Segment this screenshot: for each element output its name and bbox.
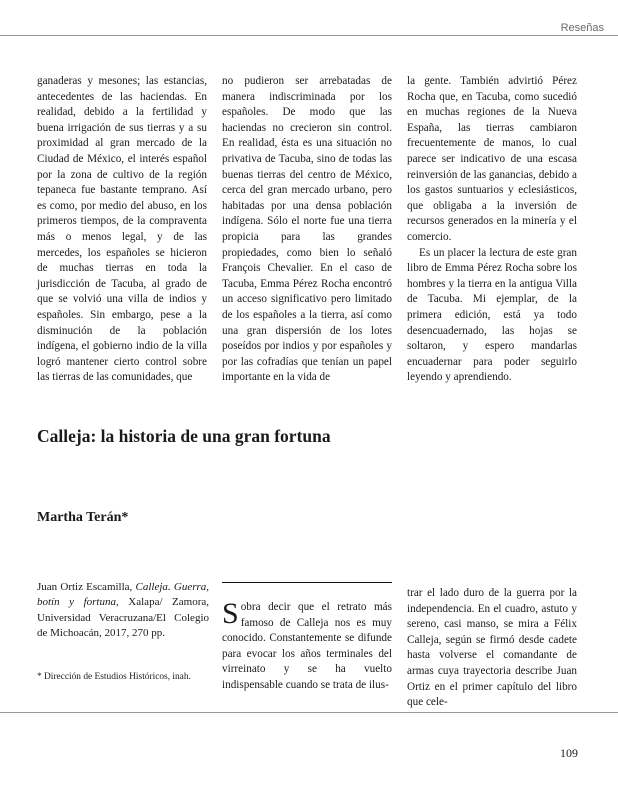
- column-1-text: [37, 74, 207, 386]
- book-reference: [37, 580, 209, 642]
- drop-cap: S: [222, 597, 239, 630]
- column-3-paragraph-2: Es un placer la lectura de este gran libro de Emma Pérez Rocha sobre los hombres y la tierra en la antigua Villa de Tacuba. Mi ejemplar, de la primera edición, está ya todo desencuadernado, las hojas se soltaron, y espero mandarlas encuadernar para poder seguirlo leyendo y aprendiendo.: [407, 246, 577, 384]
- article-title: Calleja: la historia de una gran fortuna: [37, 426, 331, 446]
- page-number: 109: [560, 746, 578, 760]
- article-continuation-paragraph: trar el lado duro de la guerra por la independencia. En el cuadro, astuto y sereno, casi manso, se mira a Félix Calleja, según se firmó desde cadete hasta volverse el comandante de armas cuya trayectoria describe Juan Ortiz en el primer capítulo del libro que cele-: [407, 587, 577, 709]
- article-opening-paragraph: [222, 597, 392, 694]
- column-top-rule: [222, 582, 392, 583]
- ref-publication: , Xalapa/ Zamora, Universidad Veracruzana/El Colegio de Michoacán, 2017, 270 pp.: [37, 596, 210, 640]
- article-column-2: [222, 597, 392, 694]
- header-rule: [0, 35, 618, 36]
- column-2-paragraph: no pudieron ser arrebatadas de manera indiscriminada por los españoles. De modo que las haciendas no crecieron sin control. En realidad, ésta es una situación no privativa de Tacuba, sino de todas las buenas tierras del centro de México, cerca del gran mercado urbano, pero habitadas por una densa población indígena. Sólo el norte fue una tierra propicia para las grandes propiedades, como bien lo señaló François Chevalier. En el caso de Tacuba, Emma Pérez Rocha encontró un acceso significativo pero limitado de los españoles a la tierra, así como una gran dispersión de los lotes poseídos por indios y por españoles y por las cofradías que tenían un papel importante en la vida de: [222, 75, 392, 384]
- ref-book-title: Calleja. Guerra, botín y fortuna: [37, 581, 210, 609]
- column-1-paragraph: ganaderas y mesones; las estancias, antecedentes de las haciendas. En realidad, debido a la fertilidad y buena irrigación de sus tierras y a su proximidad al gran mercado de la Ciudad de México, el interés español por la zona de cultivo de la región tepaneca fue bastante temprano. Así es como, por medio del abuso, en los primeros tiempos, de la compraventa más o menos legal, y de las mercedes, los españoles se hicieron de muchas tierras en toda la jurisdicción de Tacuba, al grado de que se volvió una villa de indios y españoles. Sin embargo, pese a la disminución de la población indígena, el gobierno indio de la villa logró mantener cierto control sobre las tierras de las comunidades, que: [37, 75, 207, 384]
- running-header: Reseñas: [560, 22, 604, 34]
- ref-author: Juan Ortiz Escamilla,: [37, 581, 133, 593]
- article-column-3: [407, 586, 577, 711]
- footer-rule: [0, 712, 618, 713]
- article-opening-text: obra decir que el retrato más famoso de Calleja nos es muy conocido. Constantemente se difunde para evocar los años terminales del virreinato y se ha vuelto indispensable cuando se trata de ilus-: [222, 601, 392, 691]
- column-3-paragraph-1: la gente. También advirtió Pérez Rocha que, en Tacuba, como sucedió en muchas regiones de la Nueva España, las tierras cambiaron frecuentemente de manos, lo cual parece ser indicativo de una escasa reinversión de las ganancias, debido a los gastos suntuarios y eclesiásticos, que obligaba a la inversión de recursos generados en la minería y el comercio.: [407, 75, 577, 243]
- article-author: Martha Terán*: [37, 510, 129, 525]
- column-2-text: [222, 74, 392, 386]
- column-3-text: [407, 74, 577, 386]
- author-footnote: * Dirección de Estudios Históricos, inah.: [37, 672, 191, 682]
